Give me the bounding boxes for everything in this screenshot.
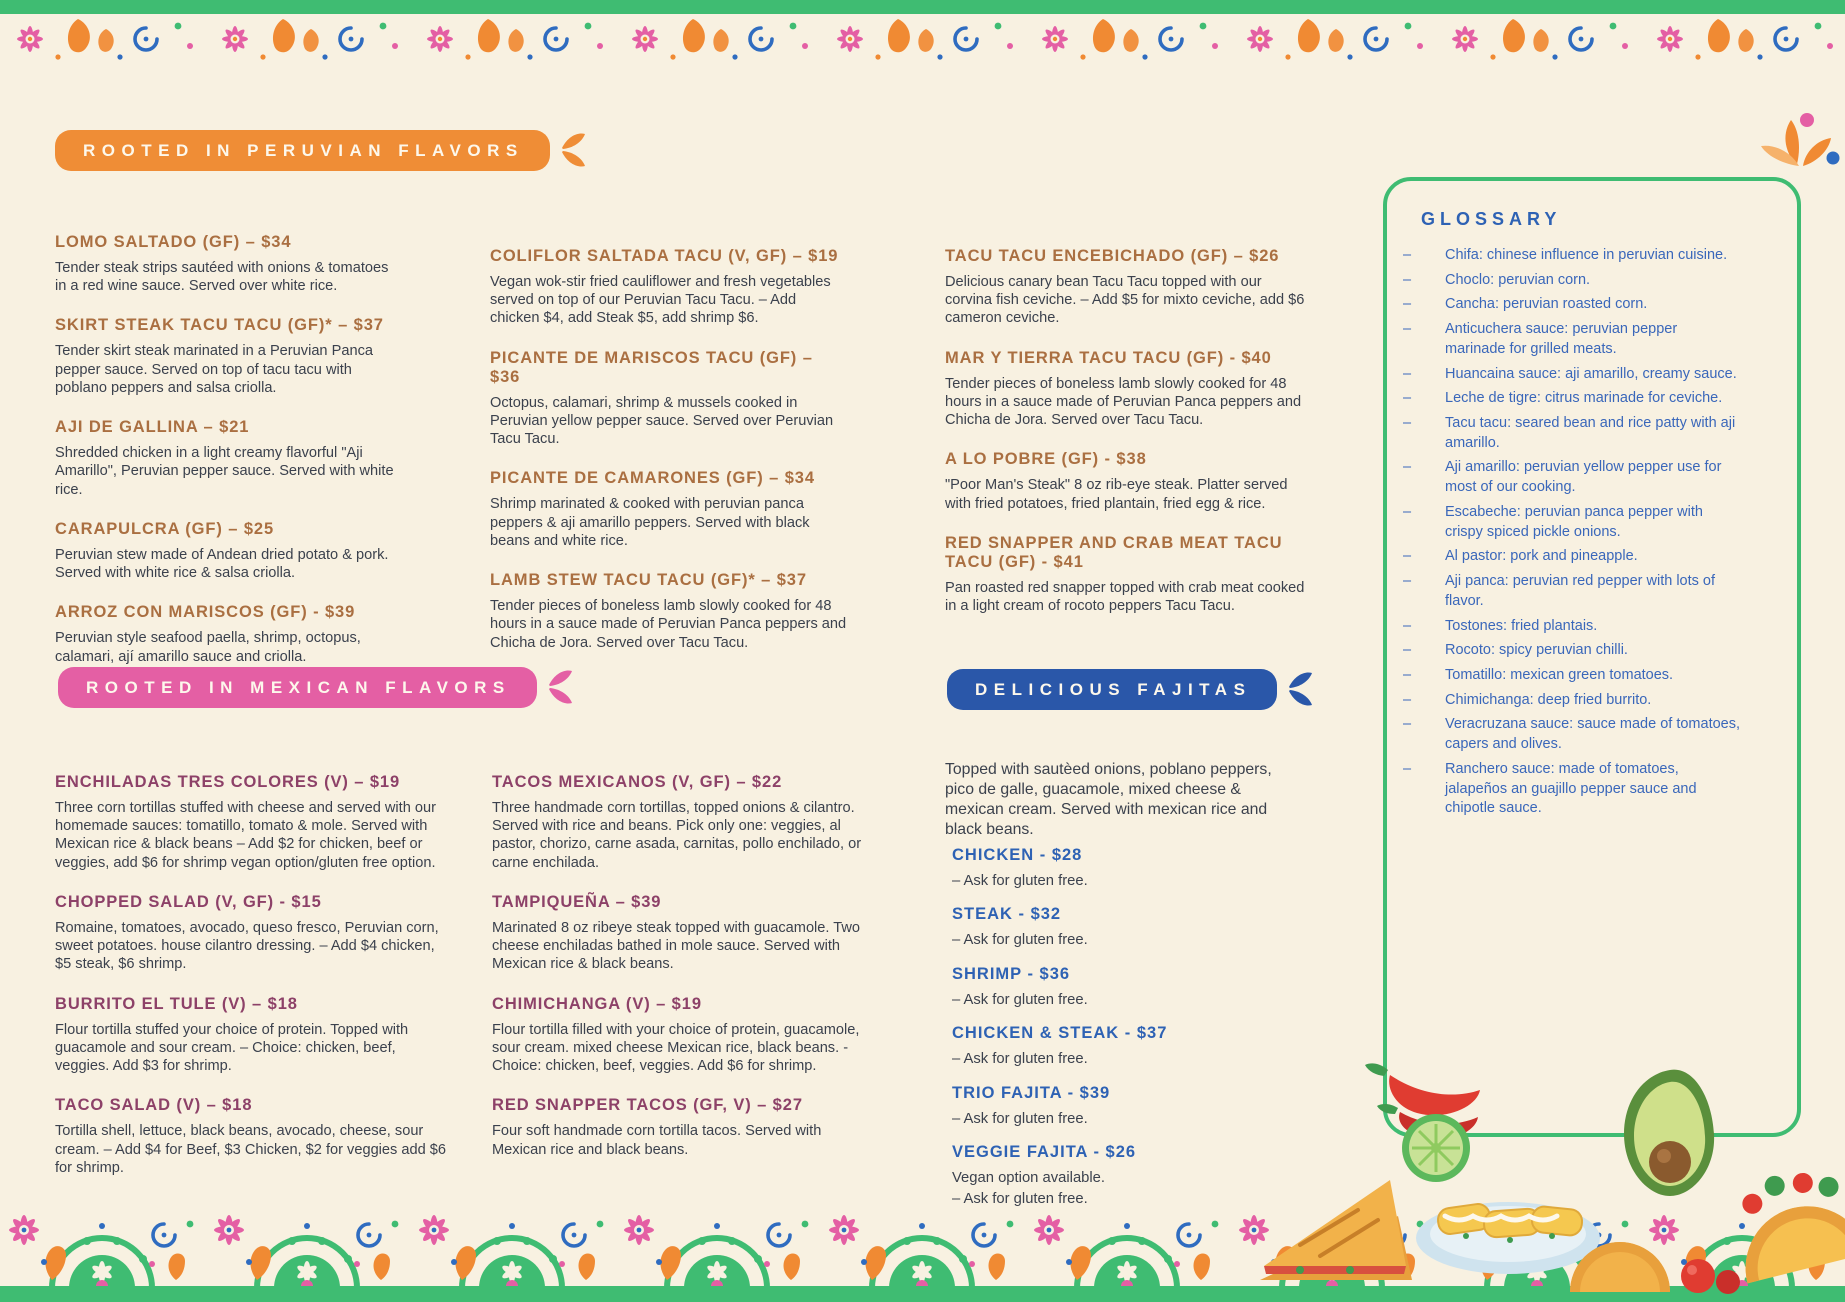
menu-item: [55, 418, 403, 499]
scallop-dome-icon: [257, 1223, 357, 1288]
glossary-entry: [1399, 666, 1741, 686]
menu-item: [55, 995, 451, 1076]
flower-motif-icon: [1452, 26, 1478, 52]
glossary-entry-dash: –: [1403, 691, 1412, 708]
section-header-mexican: [58, 666, 573, 708]
menu-item-description: Romaine, tomatoes, avocado, queso fresco, Peruvian corn, sweet potatoes. house cilantro dressing. – Add $4 chicken, $5 steak, $6 shrimp.: [55, 919, 439, 973]
menu-item-description: Pan roasted red snapper topped with crab meat cooked in a light cream of rocoto peppers Tacu Tacu.: [945, 579, 1305, 615]
menu-item-title: ARROZ CON MARISCOS (GF) - $39: [55, 603, 356, 622]
glossary-entry-text: Leche de tigre: citrus marinade for ceviche.: [1445, 390, 1723, 407]
folk-motif-unit: [0, 13, 205, 69]
fajita-item-title: TRIO FAJITA - $39: [952, 1083, 1111, 1102]
fajita-item-title: CHICKEN & STEAK - $37: [952, 1024, 1168, 1043]
fajita-item-title: VEGGIE FAJITA - $26: [952, 1143, 1137, 1162]
scallop-dome-icon: [872, 1223, 972, 1288]
scallop-dome-icon: [667, 1223, 767, 1288]
glossary-entry-text: Veracruzana sauce: sauce made of tomatoes, capers and olives.: [1445, 716, 1741, 753]
menu-item-title: TACU TACU ENCEBICHADO (GF) – $26: [945, 247, 1280, 265]
glossary-entry-text: Choclo: peruvian corn.: [1445, 271, 1591, 288]
menu-item-title: ENCHILADAS TRES COLORES (V) – $19: [55, 773, 401, 791]
swirl-motif-icon: [1365, 28, 1387, 50]
swirl-motif-icon: [149, 1221, 193, 1280]
glossary-entry: [1399, 691, 1741, 711]
glossary-entry-dash: –: [1403, 247, 1412, 263]
menu-item-description: Tender skirt steak marinated in a Peruvian Panca pepper sauce. Served on top of tacu tacu with poblano peppers and salsa criolla.: [55, 343, 373, 396]
menu-item: [55, 316, 403, 397]
glossary-entry-dash: –: [1403, 415, 1412, 432]
menu-item: [490, 247, 848, 328]
fajita-item: [952, 1024, 1282, 1068]
fajitas-intro: Topped with sautèed onions, poblano peppers, pico de galle, guacamole, mixed cheese & mexican cream. Served with mexican rice and black beans.: [945, 760, 1272, 839]
folk-motif-unit: [0, 1168, 205, 1288]
fajita-item-note: – Ask for gluten free.: [952, 1110, 1088, 1127]
menu-item-description: Flour tortilla stuffed your choice of protein. Topped with guacamole and sour cream. – Choice: chicken, beef, veggies. Add $3 for shrimp.: [55, 1021, 409, 1075]
peruvian-column-3: [945, 226, 1309, 615]
paisley-motif-icon: [478, 19, 524, 52]
glossary-entry-text: Chimichanga: deep fried burrito.: [1445, 691, 1652, 708]
big-taco-illustration: [1724, 1158, 1845, 1283]
menu-item: [490, 571, 848, 652]
fajita-item-note: – Ask for gluten free.: [952, 932, 1088, 949]
menu-item: [492, 1096, 874, 1158]
fajitas-item-list: [952, 846, 1282, 1223]
glossary-entry: [1399, 617, 1741, 637]
fajita-item: [952, 1084, 1282, 1128]
menu-item-title: PICANTE DE MARISCOS TACU (GF) – $36: [490, 348, 813, 386]
glossary-entry-dash: –: [1403, 716, 1412, 733]
glossary-entry-text: Chifa: chinese influence in peruvian cuisine.: [1445, 247, 1728, 263]
spark-decoration-icon: [1755, 112, 1841, 184]
menu-item-title: SKIRT STEAK TACU TACU (GF)* – $37: [55, 316, 384, 335]
menu-item: [492, 893, 874, 974]
glossary-entry-dash: –: [1403, 548, 1412, 565]
flower-motif-icon: [214, 1215, 244, 1245]
glossary-entry-dash: –: [1403, 503, 1412, 520]
flower-motif-icon: [222, 26, 248, 52]
menu-item-description: Tender pieces of boneless lamb slowly cooked for 48 hours in a sauce made of Peruvian Panca peppers and Chicha de Jora. Served over Tacu Tacu.: [945, 375, 1302, 429]
glossary-entry: [1399, 295, 1741, 315]
menu-item-title: MAR Y TIERRA TACU TACU (GF) - $40: [945, 348, 1272, 367]
flower-motif-icon: [632, 26, 658, 52]
glossary-entry: [1399, 641, 1741, 661]
menu-item-title: RED SNAPPER AND CRAB MEAT TACU TACU (GF) - $41: [945, 533, 1283, 571]
flower-motif-icon: [1657, 26, 1683, 52]
scallop-dome-icon: [462, 1223, 562, 1288]
menu-item-description: Tortilla shell, lettuce, black beans, avocado, cheese, sour cream. – Add $4 for Beef, $3 Chicken, $2 for veggies add $6 for shrimp.: [55, 1123, 447, 1176]
menu-item-title: RED SNAPPER TACOS (GF, V) – $27: [492, 1096, 803, 1115]
section-badge-peruvian: ROOTED IN PERUVIAN FLAVORS: [55, 130, 550, 171]
menu-item: [945, 247, 1309, 328]
menu-item-description: Marinated 8 oz ribeye steak topped with guacamole. Two cheese enchiladas bathed in mole sauce. Served with Mexican rice & black beans.: [492, 919, 861, 973]
swirl-motif-icon: [969, 1221, 1013, 1280]
swirl-motif-icon: [340, 28, 362, 50]
menu-item-title: TACOS MEXICANOS (V, GF) – $22: [492, 773, 783, 791]
leaf-accent-icon: [1287, 668, 1313, 710]
tomato-illustration: [1681, 1259, 1740, 1294]
glossary-entry-dash: –: [1403, 296, 1412, 313]
paisley-motif-icon: [451, 1246, 476, 1280]
menu-item-title: AJI DE GALLINA – $21: [55, 418, 250, 437]
menu-item: [55, 1096, 451, 1177]
glossary-title: GLOSSARY: [1421, 209, 1562, 229]
fajita-item: [952, 905, 1282, 949]
glossary-entry: [1399, 320, 1741, 359]
menu-item-description: Tender pieces of boneless lamb slowly cooked for 48 hours in a sauce made of Peruvian Panca peppers and Chicha de Jora. Served over Tacu Tacu.: [490, 598, 847, 651]
glossary-entry-text: Huancaina sauce: aji amarillo, creamy sauce.: [1445, 365, 1737, 382]
fajita-item-title: SHRIMP - $36: [952, 964, 1071, 983]
menu-item-description: Vegan wok-stir fried cauliflower and fresh vegetables served on top of our Peruvian Tacu Tacu. – Add chicken $4, add Steak $5, add shrimp $6.: [490, 274, 831, 327]
swirl-motif-icon: [559, 1221, 603, 1280]
menu-item: [55, 520, 403, 582]
quesadilla-illustration: [1260, 1180, 1412, 1280]
glossary-entry: [1399, 547, 1741, 567]
menu-item-title: CHOPPED SALAD (V, GF) - $15: [55, 892, 322, 911]
menu-item-title: COLIFLOR SALTADA TACU (V, GF) – $19: [490, 247, 839, 265]
swirl-motif-icon: [750, 28, 772, 50]
fajita-item: [952, 965, 1282, 1009]
glossary-list: [1387, 246, 1759, 819]
paisley-motif-icon: [656, 1246, 681, 1280]
lime-illustration: [1402, 1114, 1470, 1182]
menu-item: [55, 773, 451, 872]
folk-motif-unit: [410, 1168, 615, 1288]
glossary-entry-text: Tomatillo: mexican green tomatoes.: [1445, 666, 1674, 683]
glossary-entry-text: Aji amarillo: peruvian yellow pepper use for most of our cooking.: [1445, 459, 1722, 496]
fajita-item-note: – Ask for gluten free.: [952, 873, 1088, 889]
paisley-motif-icon: [1066, 1246, 1091, 1280]
glossary-entry-dash: –: [1403, 390, 1412, 407]
glossary-entry-text: Escabeche: peruvian panca pepper with crispy spiced pickle onions.: [1445, 503, 1703, 540]
fajita-item: [952, 1143, 1282, 1208]
section-badge-mexican: ROOTED IN MEXICAN FLAVORS: [58, 667, 537, 708]
folk-motif-unit: [410, 13, 615, 69]
top-green-bar: [0, 0, 1845, 14]
glossary-entry-text: Cancha: peruvian roasted corn.: [1445, 296, 1648, 313]
menu-item: [492, 995, 874, 1076]
avocado-illustration: [1624, 1070, 1714, 1196]
paisley-motif-icon: [861, 1246, 886, 1280]
fajita-item-note: – Ask for gluten free.: [952, 1190, 1088, 1207]
glossary-entry-dash: –: [1403, 573, 1412, 590]
swirl-motif-icon: [1570, 28, 1592, 50]
glossary-entry: [1399, 389, 1741, 409]
menu-item-title: PICANTE DE CAMARONES (GF) – $34: [490, 469, 815, 488]
glossary-entry-dash: –: [1403, 271, 1412, 288]
glossary-entry-text: Rocoto: spicy peruvian chilli.: [1445, 642, 1628, 659]
swirl-motif-icon: [545, 28, 567, 50]
folk-motif-unit: [205, 1168, 410, 1288]
menu-item-title: LAMB STEW TACU TACU (GF)* – $37: [490, 571, 807, 590]
flower-motif-icon: [837, 26, 863, 52]
paisley-motif-icon: [683, 19, 729, 52]
menu-item-description: Shredded chicken in a light creamy flavorful "Aji Amarillo", Peruvian pepper sauce. Served with white rice.: [55, 445, 394, 498]
menu-item-title: CARAPULCRA (GF) – $25: [55, 519, 275, 538]
glossary-entry-dash: –: [1403, 459, 1412, 476]
menu-item-description: Peruvian style seafood paella, shrimp, octopus, calamari, ají amarillo sauce and criolla.: [55, 630, 361, 665]
flower-motif-icon: [624, 1215, 654, 1245]
menu-item-title: TACO SALAD (V) – $18: [55, 1096, 253, 1115]
glossary-entry: [1399, 760, 1741, 819]
glossary-entry: [1399, 246, 1741, 266]
glossary-entry-text: Anticuchera sauce: peruvian pepper marinade for grilled meats.: [1445, 321, 1678, 357]
folk-motif-unit: [1230, 13, 1435, 69]
menu-item: [490, 349, 848, 449]
glossary-entry-dash: –: [1403, 321, 1412, 338]
menu-item-description: Delicious canary bean Tacu Tacu topped with our corvina fish ceviche. – Add $5 for mixto ceviche, add $6 cameron ceviche.: [945, 274, 1305, 327]
mexican-column-2: [492, 752, 874, 1159]
section-badge-fajitas: DELICIOUS FAJITAS: [947, 669, 1277, 710]
mexican-column-1: [55, 752, 451, 1177]
folk-motif-unit: [1025, 13, 1230, 69]
folk-motif-unit: [205, 13, 410, 69]
section-header-fajitas: [947, 668, 1313, 710]
menu-item: [55, 233, 403, 295]
fajita-item-note: – Ask for gluten free.: [952, 1051, 1088, 1068]
paisley-motif-icon: [888, 19, 934, 52]
fajita-item-note: – Ask for gluten free.: [952, 991, 1088, 1008]
menu-item: [55, 893, 451, 974]
food-illustrations: [1240, 1030, 1845, 1302]
menu-item-description: Octopus, calamari, shrimp & mussels cooked in Peruvian yellow pepper sauce. Served over Peruvian Tacu Tacu.: [490, 394, 834, 448]
swirl-motif-icon: [1174, 1221, 1218, 1280]
glossary-entry: [1399, 715, 1741, 754]
peruvian-column-1: [55, 212, 403, 666]
leaf-accent-icon: [560, 129, 586, 171]
glossary-entry: [1399, 414, 1741, 453]
menu-item-title: A LO POBRE (GF) - $38: [945, 450, 1147, 469]
menu-item-description: Flour tortilla filled with your choice of protein, guacamole, sour cream. mixed cheese Mexican rice, black beans. - Choice: chicken, beef, veggies. Add $6 for shrimp.: [492, 1021, 860, 1075]
folk-motif-unit: [1435, 13, 1640, 69]
glossary-entry-text: Al pastor: pork and pineapple.: [1445, 548, 1638, 565]
paisley-motif-icon: [1708, 19, 1754, 52]
paisley-motif-icon: [1298, 19, 1344, 52]
glossary-entry-dash: –: [1403, 760, 1412, 777]
menu-item: [492, 773, 874, 872]
flower-motif-icon: [427, 26, 453, 52]
section-header-peruvian: [55, 129, 586, 171]
menu-item: [490, 469, 848, 550]
flower-motif-icon: [17, 26, 43, 52]
fajita-item-title: STEAK - $32: [952, 905, 1062, 924]
glossary-entry: [1399, 271, 1741, 291]
paisley-motif-icon: [68, 19, 114, 52]
paisley-motif-icon: [41, 1246, 66, 1280]
flower-motif-icon: [1247, 26, 1273, 52]
menu-item-description: "Poor Man's Steak" 8 oz rib-eye steak. Platter served with fried potatoes, fried plantain, fried egg & rice.: [945, 477, 1288, 512]
glossary-entry: [1399, 503, 1741, 542]
menu-item-description: Peruvian stew made of Andean dried potato & pork. Served with white rice & salsa criolla.: [55, 546, 389, 582]
menu-item: [945, 349, 1309, 430]
paisley-motif-icon: [1503, 19, 1549, 52]
glossary-entry-dash: –: [1403, 617, 1412, 634]
glossary-entry-text: Aji panca: peruvian red pepper with lots of flavor.: [1445, 573, 1716, 609]
menu-item: [55, 603, 403, 665]
paisley-motif-icon: [273, 19, 319, 52]
glossary-entry: [1399, 458, 1741, 497]
decorative-border-top: [0, 13, 1845, 69]
glossary-entry-text: Tacu tacu: seared bean and rice patty with aji amarillo.: [1445, 415, 1736, 451]
menu-item-title: LOMO SALTADO (GF) – $34: [55, 233, 292, 251]
swirl-motif-icon: [1160, 28, 1182, 50]
leaf-accent-icon: [547, 666, 573, 708]
paisley-motif-icon: [246, 1246, 271, 1280]
glossary-entry-text: Tostones: fried plantais.: [1445, 617, 1598, 634]
menu-item: [945, 450, 1309, 512]
menu-item-description: Three handmade corn tortillas, topped onions & cilantro. Served with rice and beans. Pick only one: veggies, al pastor, chorizo, carne asada, carnitas, pollo enchilado, or carne enchilada.: [492, 800, 862, 871]
paisley-motif-icon: [1093, 19, 1139, 52]
swirl-motif-icon: [764, 1221, 808, 1280]
fajita-item-title: CHICKEN - $28: [952, 846, 1083, 864]
glossary-panel: [1383, 177, 1801, 1137]
swirl-motif-icon: [135, 28, 157, 50]
menu-item-description: Shrimp marinated & cooked with peruvian panca peppers & aji amarillo peppers. Served with black beans and white rice.: [490, 496, 810, 549]
fajita-item: [952, 846, 1282, 890]
glossary-entry-dash: –: [1403, 642, 1412, 659]
scallop-dome-icon: [52, 1223, 152, 1288]
menu-item-title: CHIMICHANGA (V) – $19: [492, 994, 702, 1013]
flower-motif-icon: [1042, 26, 1068, 52]
menu-item-title: TAMPIQUEÑA – $39: [492, 892, 662, 911]
menu-item-description: Three corn tortillas stuffed with cheese and served with our homemade sauces: tomatillo, tomato & mole. Served with Mexican rice & black beans – Add $2 for chicken, beef or veggies, add $6 for shrimp vegan option/gluten free option.: [55, 800, 436, 871]
swirl-motif-icon: [955, 28, 977, 50]
folk-motif-unit: [1640, 13, 1845, 69]
glossary-entry-dash: –: [1403, 666, 1412, 683]
menu-item-description: Four soft handmade corn tortilla tacos. Served with Mexican rice and black beans.: [492, 1123, 822, 1158]
menu-item: [945, 534, 1309, 615]
swirl-motif-icon: [1775, 28, 1797, 50]
folk-motif-unit: [615, 13, 820, 69]
swirl-motif-icon: [354, 1221, 398, 1280]
fajita-item-pre-note: Vegan option available.: [952, 1170, 1106, 1187]
flower-motif-icon: [9, 1215, 39, 1245]
flower-motif-icon: [829, 1215, 859, 1245]
menu-item-description: Tender steak strips sautéed with onions & tomatoes in a red wine sauce. Served over white rice.: [55, 260, 389, 295]
flower-motif-icon: [419, 1215, 449, 1245]
enchiladas-plate-illustration: [1416, 1202, 1600, 1274]
glossary-entry: [1399, 572, 1741, 611]
peruvian-column-2: [490, 226, 848, 652]
glossary-entry: [1399, 365, 1741, 385]
folk-motif-unit: [820, 13, 1025, 69]
glossary-entry-dash: –: [1403, 365, 1412, 382]
glossary-entry-text: Ranchero sauce: made of tomatoes, jalapeños an guajillo pepper sauce and chipotle sauce.: [1445, 760, 1697, 817]
menu-item-title: BURRITO EL TULE (V) – $18: [55, 994, 298, 1013]
scallop-dome-icon: [1077, 1223, 1177, 1288]
folk-motif-unit: [615, 1168, 820, 1288]
